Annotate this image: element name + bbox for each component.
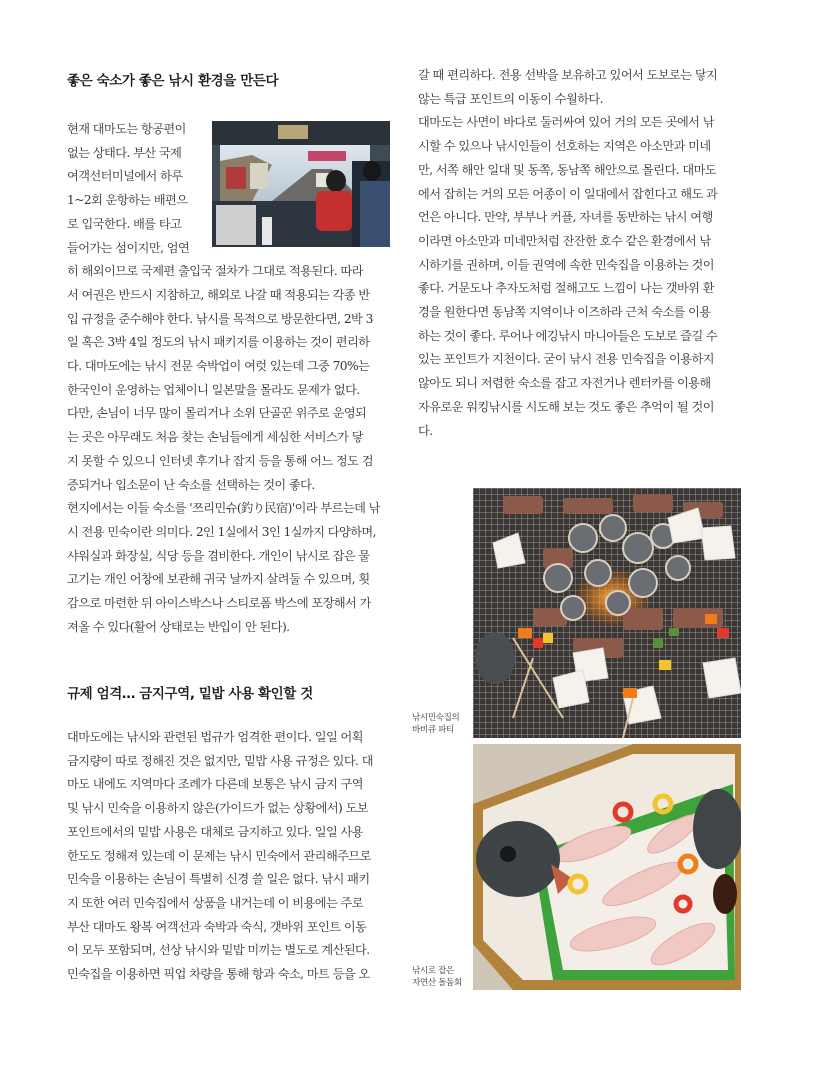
bbq-party-photo	[473, 488, 741, 738]
text-line: 자유로운 워킹낚시를 시도해 보는 것도 좋은 추억이 될 것이	[418, 399, 714, 414]
text-line: 입 규정을 준수해야 한다. 낚시를 목적으로 방문한다면, 2박 3	[67, 311, 373, 326]
bbq-grill-image	[473, 488, 741, 738]
text-line: 민숙집을 이용하면 픽업 차량을 통해 항과 숙소, 마트 등을 오	[67, 967, 370, 982]
section2-body	[67, 726, 390, 987]
text-line: 부산 대마도 왕복 여객선과 숙박과 숙식, 갯바위 포인트 이동	[67, 919, 367, 934]
text-line: 없는 상태다. 부산 국제	[67, 145, 182, 160]
sashimi-photo	[473, 744, 741, 990]
text-line: 갈 때 편리하다. 전용 선박을 보유하고 있어서 도보로는 닿지	[418, 68, 718, 82]
text-line: 대마도에는 낚시와 관련된 법규가 엄격한 편이다. 일일 어획	[67, 730, 363, 744]
text-line: 다. 대마도에는 낚시 전문 숙박업이 여럿 있는데 그중 70%는	[67, 359, 370, 374]
text-line: 언은 아니다. 만약, 부부나 커플, 자녀를 동반하는 낚시 여행	[418, 210, 713, 225]
text-line: 한국인이 운영하는 업체이니 일본말을 몰라도 문제가 없다.	[67, 382, 360, 397]
text-line: 샤워실과 화장실, 식당 등을 겸비한다. 개인이 낚시로 잡은 물	[67, 548, 370, 563]
text-line: 이라면 아소만과 미네만처럼 잔잔한 호수 같은 환경에서 낚	[418, 233, 711, 248]
text-line: 로 입국한다. 배를 타고	[67, 216, 182, 231]
caption-line: 바비큐 파티	[412, 725, 454, 735]
text-line: 현지에서는 이들 숙소를 '쯔리민슈(釣り民宿)'이라 부르는데 낚	[67, 501, 380, 516]
text-line: 여객선터미널에서 하루	[67, 169, 183, 184]
text-line: 시할 수 있으나 낚시인들이 선호하는 지역은 아소만과 미네	[418, 139, 711, 154]
text-line: 감으로 마련한 뒤 아이스박스나 스티로폼 박스에 포장해서 가	[67, 596, 371, 611]
column2-body	[418, 64, 741, 443]
section-heading-lodging: 좋은 숙소가 좋은 낚시 환경을 만든다	[67, 73, 279, 89]
text-line: 시하기를 권하며, 이들 권역에 속한 민숙집을 이용하는 것이	[418, 257, 714, 272]
text-line: 서 여권은 반드시 지참하고, 해외로 나갈 때 적용되는 각종 반	[67, 287, 370, 302]
bbq-photo-caption	[412, 712, 459, 736]
text-line: 히 해외이므로 국제편 출입국 절차가 그대로 적용된다. 따라	[67, 264, 363, 279]
text-line: 좋다. 거문도나 추자도처럼 절해고도 느낌이 나는 갯바위 환	[418, 281, 714, 296]
text-line: 하는 것이 좋다. 루어나 에깅낚시 마니아들은 도보로 즐길 수	[418, 328, 718, 343]
text-line: 않아도 되니 저렴한 숙소를 잡고 자전거나 렌터카를 이용해	[418, 376, 711, 391]
section-heading-regulations: 규제 엄격… 금지구역, 밑밥 사용 확인할 것	[67, 686, 313, 702]
text-line: 금지량이 따로 정해진 것은 없지만, 밑밥 사용 규정은 있다. 대	[67, 753, 373, 768]
text-line: 다.	[418, 423, 433, 438]
text-line: 는 곳은 아무래도 처음 찾는 손님들에게 세심한 서비스가 닿	[67, 430, 363, 445]
caption-line: 낚시로 잡은	[412, 966, 454, 976]
sashimi-platter-image	[473, 744, 741, 990]
text-line: 및 낚시 민숙을 이용하지 않은(가이드가 없는 상황에서) 도보	[67, 801, 369, 816]
text-line: 현재 대마도는 항공편이	[67, 122, 186, 136]
text-line: 있는 포인트가 지천이다. 굳이 낚시 전용 민숙집을 이용하지	[418, 352, 714, 367]
text-line: 대마도는 사면이 바다로 둘러싸여 있어 거의 모든 곳에서 낚	[418, 115, 714, 130]
text-line: 지 못할 수 있으니 인터넷 후기나 잡지 등을 통해 어느 정도 검	[67, 453, 373, 468]
text-line: 증되거나 입소문이 난 숙소를 선택하는 것이 좋다.	[67, 477, 315, 492]
text-line: 마도 내에도 지역마다 조례가 다른데 보통은 낚시 금지 구역	[67, 777, 363, 792]
text-line: 경을 원한다면 동남쪽 지역이나 이즈하라 근처 숙소를 이용	[418, 305, 711, 320]
section1-body	[67, 118, 390, 639]
caption-line: 낚시민숙집의	[412, 713, 460, 723]
text-line: 지 또한 여러 민숙집에서 상품을 내거는데 이 비용에는 주로	[67, 895, 363, 910]
text-line: 시 전용 민숙이란 의미다. 2인 1실에서 3인 1실까지 다양하며,	[67, 524, 376, 539]
text-line: 에서 잡히는 거의 모든 어종이 이 일대에서 잡힌다고 해도 과	[418, 186, 718, 201]
text-line: 한도도 정해져 있는데 이 문제는 낚시 민숙에서 관리해주므로	[67, 848, 371, 863]
text-line: 않는 특급 포인트의 이동이 수월하다.	[418, 91, 603, 106]
text-line: 고기는 개인 어창에 보관해 귀국 날까지 살려둘 수 있으며, 횟	[67, 572, 370, 587]
text-line: 민숙을 이용하는 손님이 특별히 신경 쓸 일은 없다. 낚시 패키	[67, 872, 370, 887]
text-line: 들어가는 섬이지만, 엄연	[67, 240, 190, 255]
text-line: 이 모두 포함되며, 선상 낚시와 밑밥 미끼는 별도로 계산된다.	[67, 943, 370, 958]
sashimi-photo-caption	[412, 965, 462, 989]
text-line: 일 혹은 3박 4일 정도의 낚시 패키지를 이용하는 것이 편리하	[67, 335, 370, 350]
text-line: 1~2회 운항하는 배편으	[67, 193, 188, 208]
text-line: 져올 수 있다(활어 상태로는 반입이 안 된다).	[67, 619, 290, 634]
caption-line: 자연산 돌돔회	[412, 978, 462, 988]
text-line: 만, 서쪽 해안 일대 및 동쪽, 동남쪽 해안으로 몰린다. 대마도	[418, 162, 717, 177]
text-line: 다만, 손님이 너무 많이 몰리거나 소위 단골꾼 위주로 운영되	[67, 406, 367, 421]
text-line: 포인트에서의 밑밥 사용은 대체로 금지하고 있다. 일일 사용	[67, 824, 363, 839]
